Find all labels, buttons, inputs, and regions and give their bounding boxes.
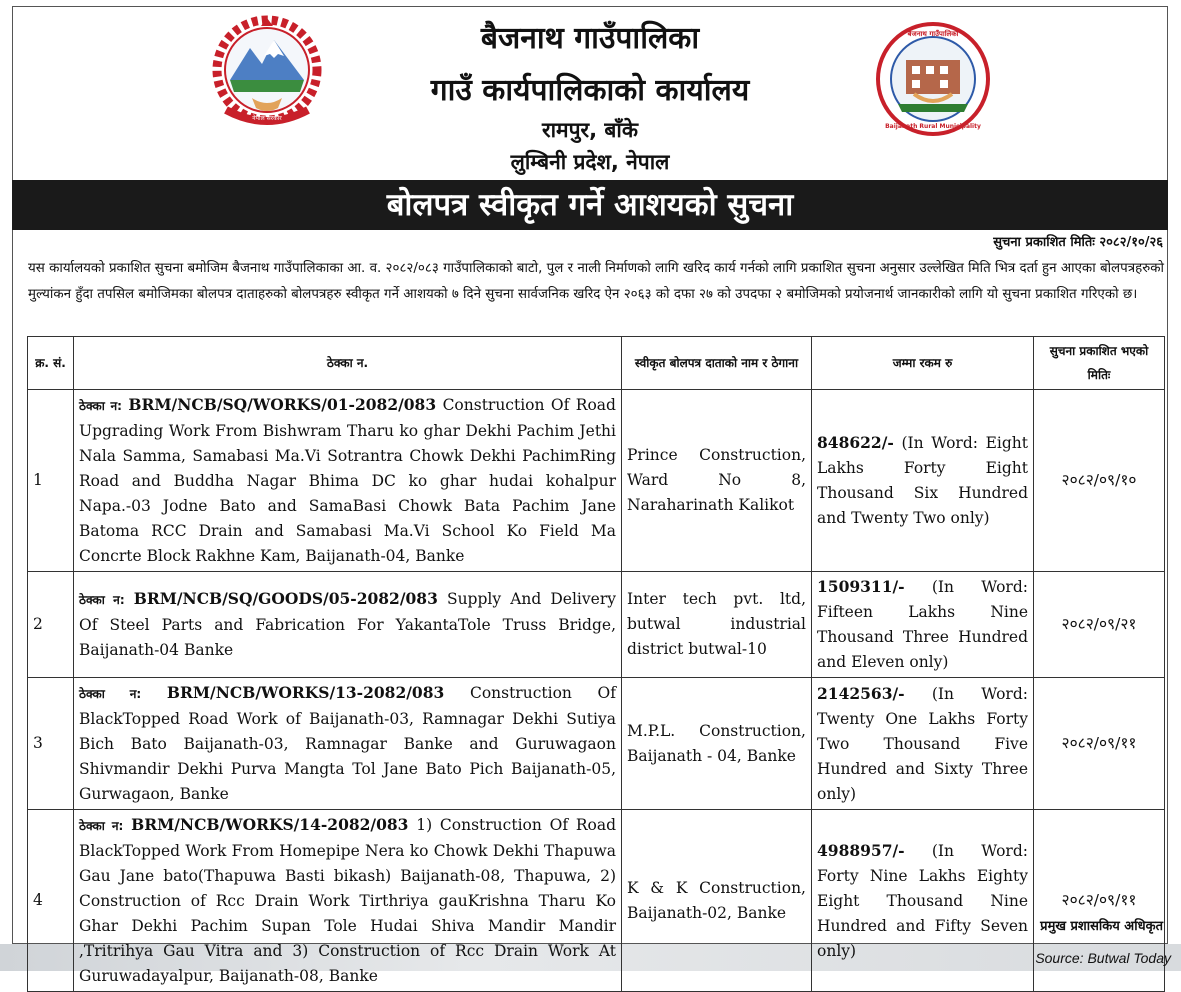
col-amount-header: जम्मा रकम रु	[812, 337, 1034, 390]
row-contract	[74, 678, 622, 810]
office-name: बैजनाथ गाउँपालिका	[480, 21, 700, 56]
emblem-text: नेपाल सरकार	[252, 115, 282, 122]
row-date: २०८२/०९/२१	[1034, 572, 1165, 678]
contract-label: ठेक्का न:	[79, 399, 122, 413]
amount-words: (In Word: Fifteen Lakhs Nine Thousand Three Hundred and Eleven only)	[817, 578, 1028, 671]
row-amount	[812, 572, 1034, 678]
row-sn: 3	[28, 678, 74, 810]
amount-words: (In Word: Eight Lakhs Forty Eight Thousand Six Hundred and Twenty Two only)	[817, 434, 1028, 527]
office-title: गाउँ कार्यपालिकाको कार्यालय	[430, 73, 750, 108]
col-bidder-header: स्वीकृत बोलपत्र दाताको नाम र ठेगाना	[622, 337, 812, 390]
row-bidder: Prince Construction, Ward No 8, Naraharinath Kalikot	[622, 390, 812, 572]
header	[12, 6, 1168, 178]
table-header-row	[28, 337, 1165, 390]
office-province: लुम्बिनी प्रदेश, नेपाल	[510, 150, 670, 174]
source-credit: Source: Butwal Today	[1035, 950, 1171, 966]
seal-bottom-text: Baijanath Rural Municipality	[885, 123, 981, 130]
contract-desc: Supply And Delivery Of Steel Parts and Fabrication For YakantaTole Truss Bridge, Baijanath-04 Banke	[79, 590, 616, 659]
contract-desc: Construction Of Road Upgrading Work From Bishwram Tharu ko ghar Dekhi Pachim Jethi Nala Samma, Samabasi Ma.Vi Sotrantra Chowk Dekhi PachimRing Road and Buddha Nagar Bhima DC ko ghar hudai kohalpur Napa.-03 Jodne Bato and SamaBasi Chowk Bata Pachim Jane Batoma RCC Drain and Samabasi Ma.Vi School Ko Field Ma Concrte Block Rakhne Kam, Baijanath-04, Banke	[79, 396, 616, 565]
contract-label: ठेक्का न:	[79, 687, 142, 701]
table-row	[28, 810, 1165, 992]
col-date-header: सुचना प्रकाशित भएको मितिः	[1034, 337, 1165, 390]
table-row	[28, 572, 1165, 678]
table-row	[28, 678, 1165, 810]
contract-code: BRM/NCB/SQ/GOODS/05-2082/083	[133, 589, 438, 608]
row-date: २०८२/०९/११	[1034, 678, 1165, 810]
row-date: २०८२/०९/११	[1034, 810, 1165, 992]
seal-top-text: बैजनाथ गाउँपालिका	[907, 30, 959, 38]
table-row	[28, 390, 1165, 572]
amount-figure: 2142563/-	[817, 683, 905, 703]
signatory: प्रमुख प्रशासकिय अधिकृत	[1040, 919, 1163, 934]
row-contract	[74, 572, 622, 678]
row-amount	[812, 678, 1034, 810]
intro-paragraph: यस कार्यालयको प्रकाशित सुचना बमोजिम बैजनाथ गाउँपालिकाका आ. व. २०८२/०८३ गाउँपालिकाको बाटो, पुल र नाली निर्माणको लागि खरिद कार्य गर्नको लागि प्रकाशित सुचना अनुसार उल्लेखित मिति भित्र दर्ता हुन आएका बोलपत्रहरुको मुल्यांकन हुँदा तपसिल बमोजिमका बोलपत्र दाताहरुको बोलपत्रहरु स्वीकृत गर्ने आशयको ७ दिने सुचना सार्वजनिक खरिद ऐन २०६३ को दफा २७ को उपदफा २ बमोजिमको प्रयोजनार्थ जानकारीको लागि यो सुचना प्रकाशित गरिएको छ।	[28, 261, 1164, 302]
row-sn: 4	[28, 810, 74, 992]
row-bidder: Inter tech pvt. ltd, butwal industrial district butwal-10	[622, 572, 812, 678]
notice-banner: बोलपत्र स्वीकृत गर्ने आशयको सुचना	[12, 180, 1168, 230]
row-contract	[74, 810, 622, 992]
row-date: २०८२/०९/१०	[1034, 390, 1165, 572]
contract-code: BRM/NCB/SQ/WORKS/01-2082/083	[128, 395, 437, 414]
amount-figure: 4988957/-	[817, 840, 905, 860]
row-bidder: M.P.L. Construction, Baijanath - 04, Banke	[622, 678, 812, 810]
row-sn: 1	[28, 390, 74, 572]
row-sn: 2	[28, 572, 74, 678]
contract-code: BRM/NCB/WORKS/13-2082/083	[166, 683, 445, 702]
contract-label: ठेक्का न:	[79, 819, 124, 833]
contract-desc: Construction Of BlackTopped Road Work of Baijanath-03, Ramnagar Dekhi Sutiya Bich Bato Baijanath-03, Ramnagar Banke and Guruwagaon Shivmandir Dekhi Purva Mangta Tol Jane Bato Pich Baijanath-05, Gurwagaon, Banke	[79, 684, 617, 803]
contract-code: BRM/NCB/WORKS/14-2082/083	[131, 815, 409, 834]
amount-words: (In Word: Twenty One Lakhs Forty Two Thousand Five Hundred and Sixty Three only)	[817, 684, 1028, 803]
contract-label: ठेक्का न:	[79, 593, 125, 607]
publish-date: सुचना प्रकाशित मितिः २०८२/१०/२६	[993, 235, 1163, 250]
contract-desc: 1) Construction Of Road BlackTopped Work From Homepipe Nera ko Chowk Dekhi Thapuwa Gau Jane bato(Thapuwa Basti bikash) Baijanath-08, Thapuwa, 2) Construction of Rcc Drain Work Tirthriya gauKrishna Tharu Ko Ghar Dekhi Pachim Supan Tole Hudai Shiva Mandir Mandir ,Tritrihya Gau Vitra and 3) Construction of Rcc Drain Work At Guruwadayalpur, Baijanath-08, Banke	[79, 816, 616, 985]
col-contract-header: ठेक्का न.	[74, 337, 622, 390]
amount-figure: 1509311/-	[817, 577, 905, 596]
row-amount	[812, 390, 1034, 572]
municipality-seal-icon	[874, 20, 992, 138]
row-bidder: K & K Construction, Baijanath-02, Banke	[622, 810, 812, 992]
amount-figure: 848622/-	[817, 433, 894, 452]
bid-table	[27, 336, 1165, 992]
row-contract	[74, 390, 622, 572]
row-amount	[812, 810, 1034, 992]
col-sn-header: क्र. सं.	[28, 337, 74, 390]
amount-words: (In Word: Forty Nine Lakhs Eighty Eight Thousand Nine Hundred and Fifty Seven only)	[817, 841, 1028, 960]
office-address: रामपुर, बाँके	[542, 118, 638, 142]
